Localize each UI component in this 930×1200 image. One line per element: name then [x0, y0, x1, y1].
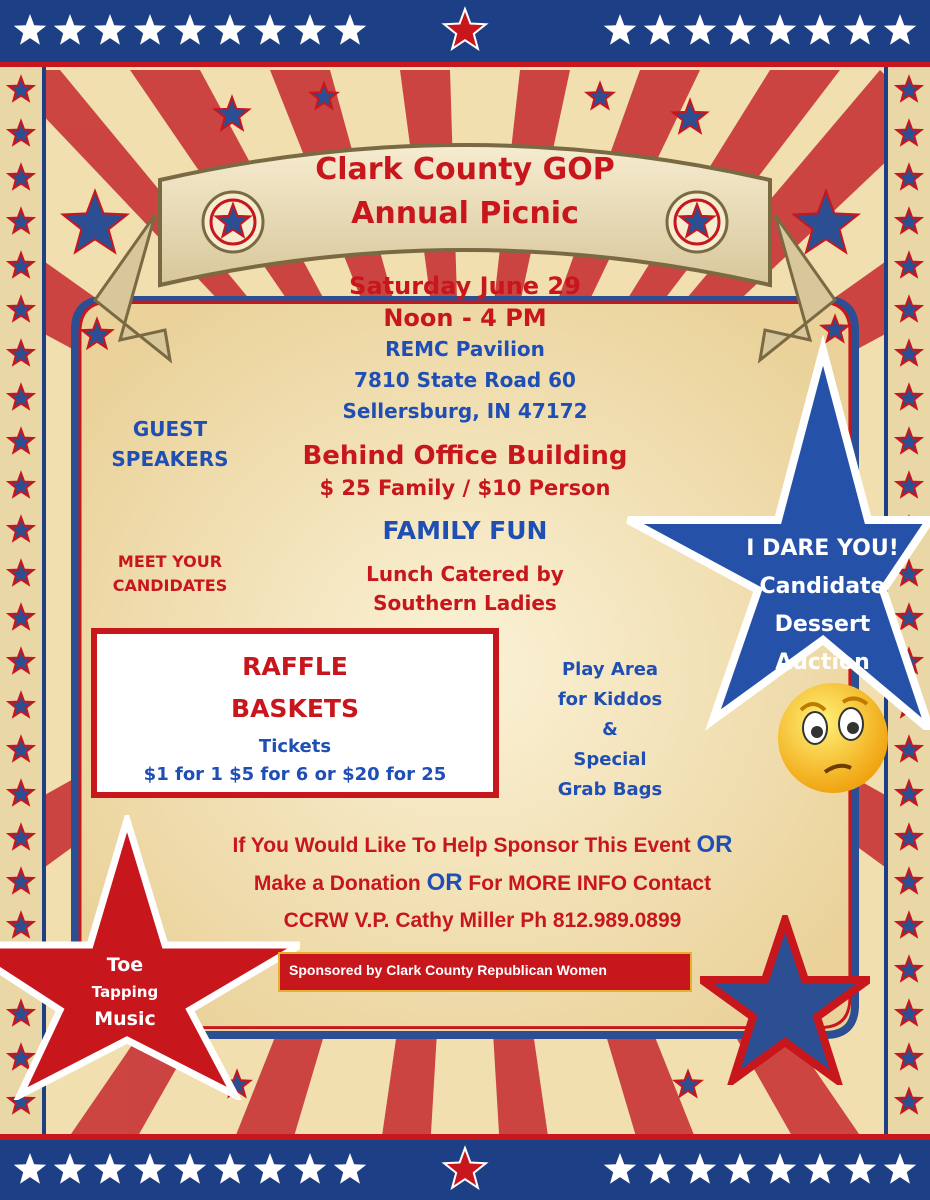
event-date: Saturday June 29 [349, 272, 581, 300]
dare-star-text [715, 530, 930, 682]
contact-line-2-text-b: For MORE INFO Contact [462, 872, 712, 895]
outlined-star-right [700, 915, 870, 1085]
contact-or-1: OR [696, 831, 733, 858]
family-fun: FAMILY FUN [382, 516, 548, 545]
contact-line-3: CCRW V.P. Cathy Miller Ph 812.989.0899 [283, 909, 682, 932]
music-star-text [65, 952, 185, 1033]
sponsor-text: Sponsored by Clark County Republican Women [289, 962, 607, 978]
lunch-info [300, 560, 630, 618]
dare-line-1: I DARE YOU! [746, 536, 899, 561]
title-line-1: Clark County GOP [315, 152, 615, 187]
event-venue: REMC Pavilion [385, 337, 545, 361]
contact-line-1 [175, 826, 790, 864]
raffle-line-1: RAFFLE [242, 652, 348, 681]
play-line-5: Grab Bags [557, 779, 663, 800]
meet-candidates [90, 550, 250, 598]
event-title [265, 148, 665, 236]
event-details [265, 270, 665, 427]
dare-line-2: Candidate [759, 574, 886, 599]
confused-emoji-icon [773, 680, 893, 795]
title-line-2: Annual Picnic [351, 196, 579, 231]
music-line-1: Toe [106, 954, 144, 976]
dare-line-3: Dessert [774, 612, 871, 637]
raffle-line-2: BASKETS [231, 694, 359, 723]
play-line-1: Play Area [561, 659, 659, 680]
music-line-3: Music [94, 1008, 156, 1030]
sponsor-box [278, 952, 692, 992]
play-line-3: & [602, 719, 618, 740]
contact-line-2-text-a: Make a Donation [253, 872, 427, 895]
guest-speakers [95, 414, 245, 474]
contact-line-1-text: If You Would Like To Help Sponsor This Event [232, 834, 697, 857]
play-line-2: for Kiddos [557, 689, 663, 710]
guest-label: GUEST [132, 417, 208, 441]
raffle-prices: $1 for 1 $5 for 6 or $20 for 25 [143, 764, 447, 785]
price: $ 25 Family / $10 Person [319, 476, 611, 500]
location-note: Behind Office Building [302, 441, 628, 471]
play-area [525, 655, 695, 805]
speakers-label: SPEAKERS [111, 447, 229, 471]
play-line-4: Special [573, 749, 647, 770]
contact-info [175, 826, 790, 939]
event-address-2: Sellersburg, IN 47172 [342, 399, 588, 423]
event-address-1: 7810 State Road 60 [354, 368, 576, 392]
meet-label: MEET YOUR [117, 552, 223, 571]
lunch-line-1: Lunch Catered by [366, 562, 564, 586]
candidates-label: CANDIDATES [112, 576, 228, 595]
event-time: Noon - 4 PM [383, 304, 547, 332]
lunch-line-2: Southern Ladies [373, 591, 557, 615]
raffle-tickets: Tickets [258, 736, 332, 757]
dare-line-4: Auction [775, 650, 870, 675]
contact-or-2: OR [426, 869, 463, 896]
contact-line-2 [175, 864, 790, 902]
raffle-box [91, 628, 499, 798]
music-line-2: Tapping [91, 983, 159, 1001]
